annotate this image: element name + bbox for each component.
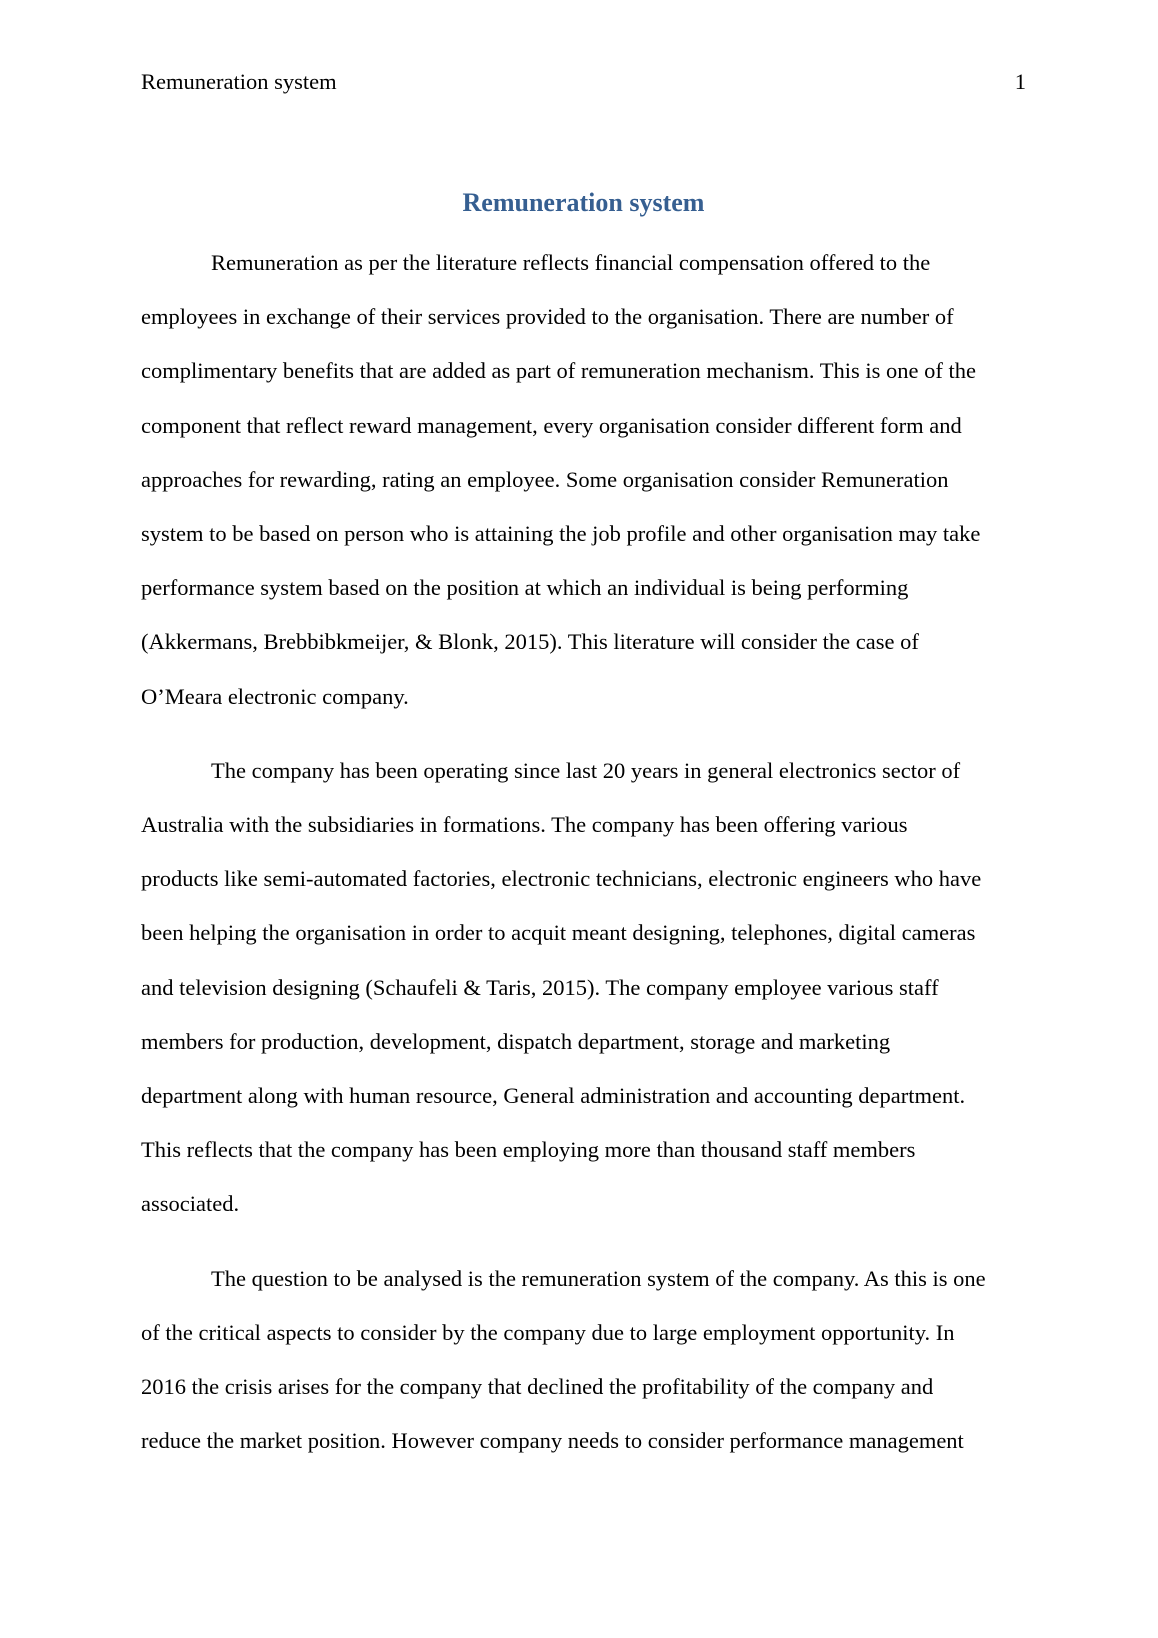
text-line: The company has been operating since last 20 years in general electronics sector of (211, 757, 961, 783)
paragraph-1 (141, 236, 1026, 724)
text-line: and television designing (Schaufeli & Taris, 2015). The company employee various staff (141, 974, 939, 1000)
paragraph-2 (141, 744, 1026, 1232)
text-line: products like semi-automated factories, electronic technicians, electronic engineers who have (141, 866, 982, 892)
running-header (141, 66, 1026, 98)
text-line: department along with human resource, General administration and accounting department. (141, 1083, 966, 1109)
text-line: complimentary benefits that are added as part of remuneration mechanism. This is one of the (141, 358, 976, 384)
text-line: (Akkermans, Brebbibkmeijer, & Blonk, 2015). This literature will consider the case of (141, 629, 919, 655)
text-line: performance system based on the position at which an individual is being performing (141, 575, 909, 601)
text-line: Australia with the subsidiaries in formations. The company has been offering various (141, 812, 908, 838)
text-line: 2016 the crisis arises for the company that declined the profitability of the company and (141, 1374, 934, 1400)
running-head-title: Remuneration system (141, 69, 337, 94)
text-line: approaches for rewarding, rating an employee. Some organisation consider Remuneration (141, 466, 949, 492)
text-line: of the critical aspects to consider by the company due to large employment opportunity. In (141, 1319, 955, 1345)
text-line: component that reflect reward management, every organisation consider different form and (141, 412, 962, 438)
paragraph-3 (141, 1252, 1026, 1469)
text-line: This reflects that the company has been employing more than thousand staff members (141, 1137, 916, 1163)
text-line: associated. (141, 1191, 240, 1217)
text-line: reduce the market position. However company needs to consider performance management (141, 1428, 964, 1454)
text-line: system to be based on person who is attaining the job profile and other organisation may take (141, 521, 981, 547)
text-line: employees in exchange of their services provided to the organisation. There are number of (141, 304, 954, 330)
page-number: 1 (1014, 69, 1026, 94)
text-line: been helping the organisation in order to acquit meant designing, telephones, digital cameras (141, 920, 976, 946)
document-body (141, 236, 1026, 1488)
text-line: O’Meara electronic company. (141, 683, 409, 709)
text-line: members for production, development, dispatch department, storage and marketing (141, 1028, 891, 1054)
text-line: Remuneration as per the literature reflects financial compensation offered to the (211, 250, 931, 275)
document-title: Remuneration system (462, 188, 705, 217)
text-line: The question to be analysed is the remuneration system of the company. As this is one (211, 1265, 986, 1291)
